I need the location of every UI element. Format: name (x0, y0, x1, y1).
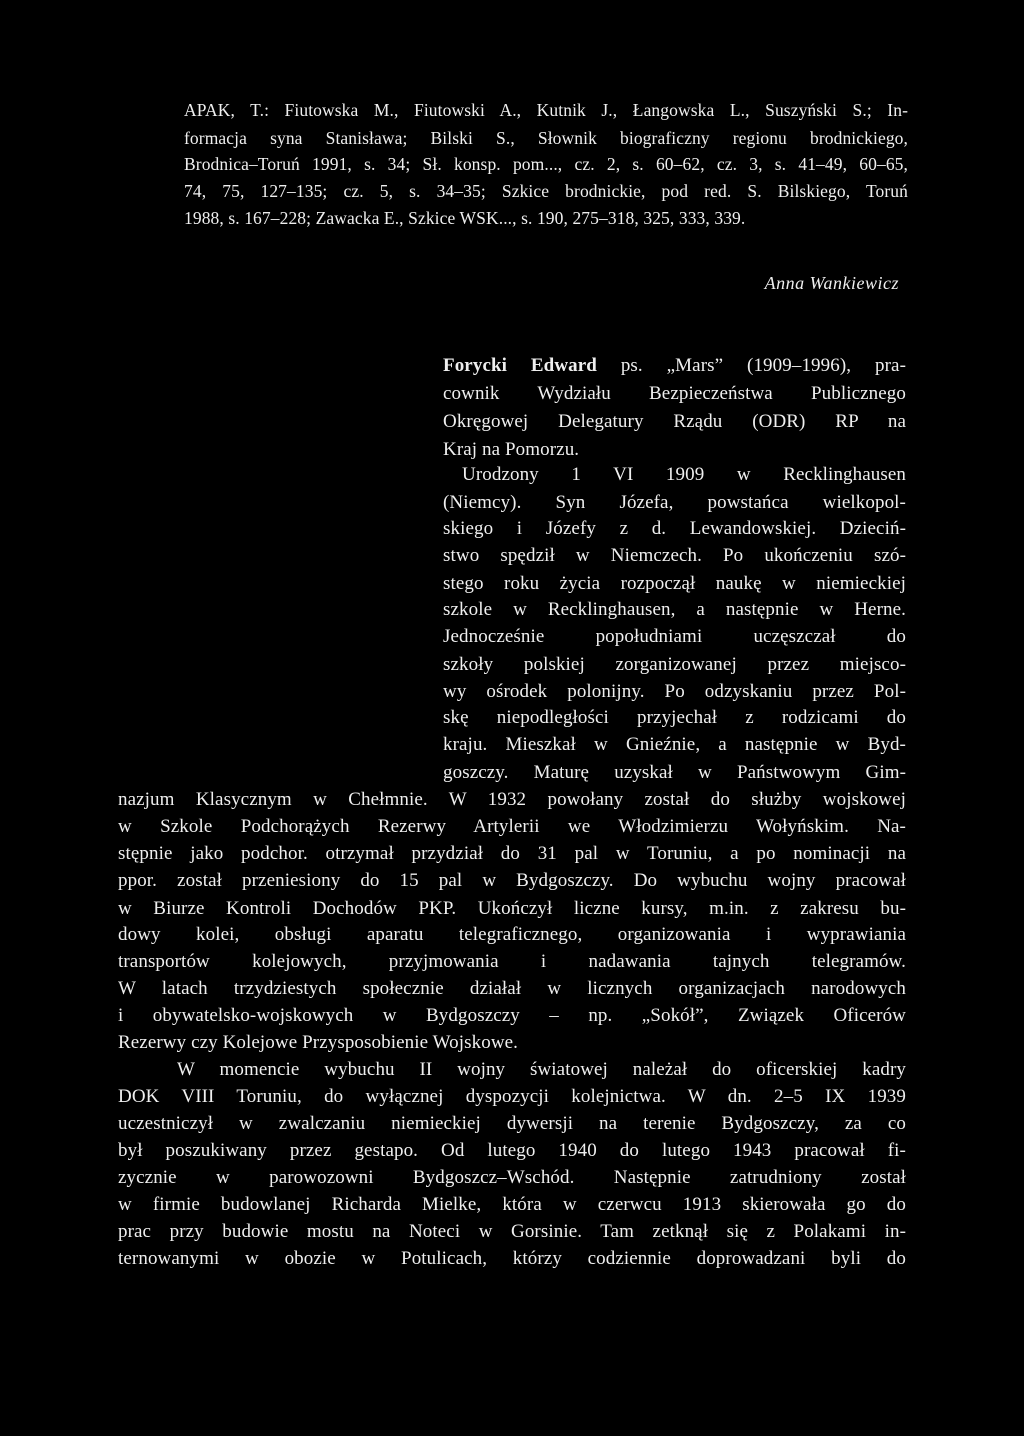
entry-line: był poszukiwany przez gestapo. Od lutego 1940 do lutego 1943 pracował fi- (118, 1140, 906, 1161)
entry-line: skiego i Józefy z d. Lewandowskiej. Dzieciń- (443, 518, 906, 539)
entry-text: ps. „Mars” (1909–1996), pra- (596, 355, 906, 376)
entry-line: zycznie w parowozowni Bydgoszcz–Wschód. Następnie zatrudniony został (118, 1167, 906, 1188)
entry-line: kraju. Mieszkał w Gnieźnie, a następnie w Byd- (443, 734, 906, 755)
entry-line: cownik Wydziału Bezpieczeństwa Publicznego (443, 383, 906, 404)
reference-line: formacja syna Stanisława; Bilski S., Słownik biograficzny regionu brodnickiego, (184, 128, 908, 148)
entry-line: wy ośrodek polonijny. Po odzyskaniu przez Pol- (443, 681, 906, 702)
entry-line: szkole w Recklinghausen, a następnie w Herne. (443, 599, 906, 620)
entry-line: prac przy budowie mostu na Noteci w Gorsinie. Tam zetknął się z Polakami in- (118, 1221, 906, 1242)
entry-line: Jednocześnie popołudniami uczęszczał do (443, 626, 906, 647)
entry-line: stego roku życia rozpoczął naukę w niemieckiej (443, 573, 906, 594)
entry-line: ppor. został przeniesiony do 15 pal w Bydgoszczy. Do wybuchu wojny pracował (118, 870, 906, 891)
entry-line: i obywatelsko-wojskowych w Bydgoszczy – np. „Sokół”, Związek Oficerów (118, 1005, 906, 1026)
entry-line: skę niepodległości przyjechał z rodzicami do (443, 707, 906, 728)
entry-line: DOK VIII Toruniu, do wyłącznej dyspozycji kolejnictwa. W dn. 2–5 IX 1939 (118, 1086, 906, 1107)
entry-line: ternowanymi w obozie w Potulicach, którzy codziennie doprowadzani byli do (118, 1248, 906, 1269)
entry-line: dowy kolei, obsługi aparatu telegraficznego, organizowania i wyprawiania (118, 924, 906, 945)
entry-line: W momencie wybuchu II wojny światowej należał do oficerskiej kadry (177, 1059, 906, 1080)
entry-line: szkoły polskiej zorganizowanej przez miejsco- (443, 654, 906, 675)
entry-line: Kraj na Pomorzu. (443, 439, 580, 460)
entry-line: stwo spędził w Niemczech. Po ukończeniu szó- (443, 545, 906, 566)
entry-line: nazjum Klasycznym w Chełmnie. W 1932 powołany został do służby wojskowej (118, 789, 906, 810)
reference-line: 1988, s. 167–228; Zawacka E., Szkice WSK..., s. 190, 275–318, 325, 333, 339. (184, 208, 746, 228)
entry-line: transportów kolejowych, przyjmowania i nadawania tajnych telegramów. (118, 951, 906, 972)
entry-line: w firmie budowlanej Richarda Mielke, która w czerwcu 1913 skierowała go do (118, 1194, 906, 1215)
entry-line: uczestniczył w zwalczaniu niemieckiej dywersji na terenie Bydgoszczy, za co (118, 1113, 906, 1134)
author-signature: Anna Wankiewicz (764, 273, 899, 293)
reference-line: 74, 75, 127–135; cz. 5, s. 34–35; Szkice brodnickie, pod red. S. Bilskiego, Toruń (184, 181, 908, 201)
entry-line: Rezerwy czy Kolejowe Przysposobienie Wojskowe. (118, 1032, 519, 1053)
entry-name: Forycki Edward (443, 355, 597, 376)
entry-line: Urodzony 1 VI 1909 w Recklinghausen (462, 464, 906, 485)
reference-line: Brodnica–Toruń 1991, s. 34; Sł. konsp. pom..., cz. 2, s. 60–62, cz. 3, s. 41–49, 60–65, (184, 154, 908, 174)
entry-line: stępnie jako podchor. otrzymał przydział do 31 pal w Toruniu, a po nominacji na (118, 843, 906, 864)
entry-line: (Niemcy). Syn Józefa, powstańca wielkopol- (443, 492, 906, 513)
entry-first-line (443, 354, 906, 378)
entry-line: Okręgowej Delegatury Rządu (ODR) RP na (443, 411, 906, 432)
entry-line: goszczy. Maturę uzyskał w Państwowym Gim- (443, 762, 906, 783)
reference-line: APAK, T.: Fiutowska M., Fiutowski A., Kutnik J., Łangowska L., Suszyński S.; In- (184, 100, 908, 120)
entry-line: w Szkole Podchorążych Rezerwy Artylerii we Włodzimierzu Wołyńskim. Na- (118, 816, 906, 837)
entry-line: W latach trzydziestych społecznie działał w licznych organizacjach narodowych (118, 978, 906, 999)
entry-line: w Biurze Kontroli Dochodów PKP. Ukończył liczne kursy, m.in. z zakresu bu- (118, 898, 906, 919)
